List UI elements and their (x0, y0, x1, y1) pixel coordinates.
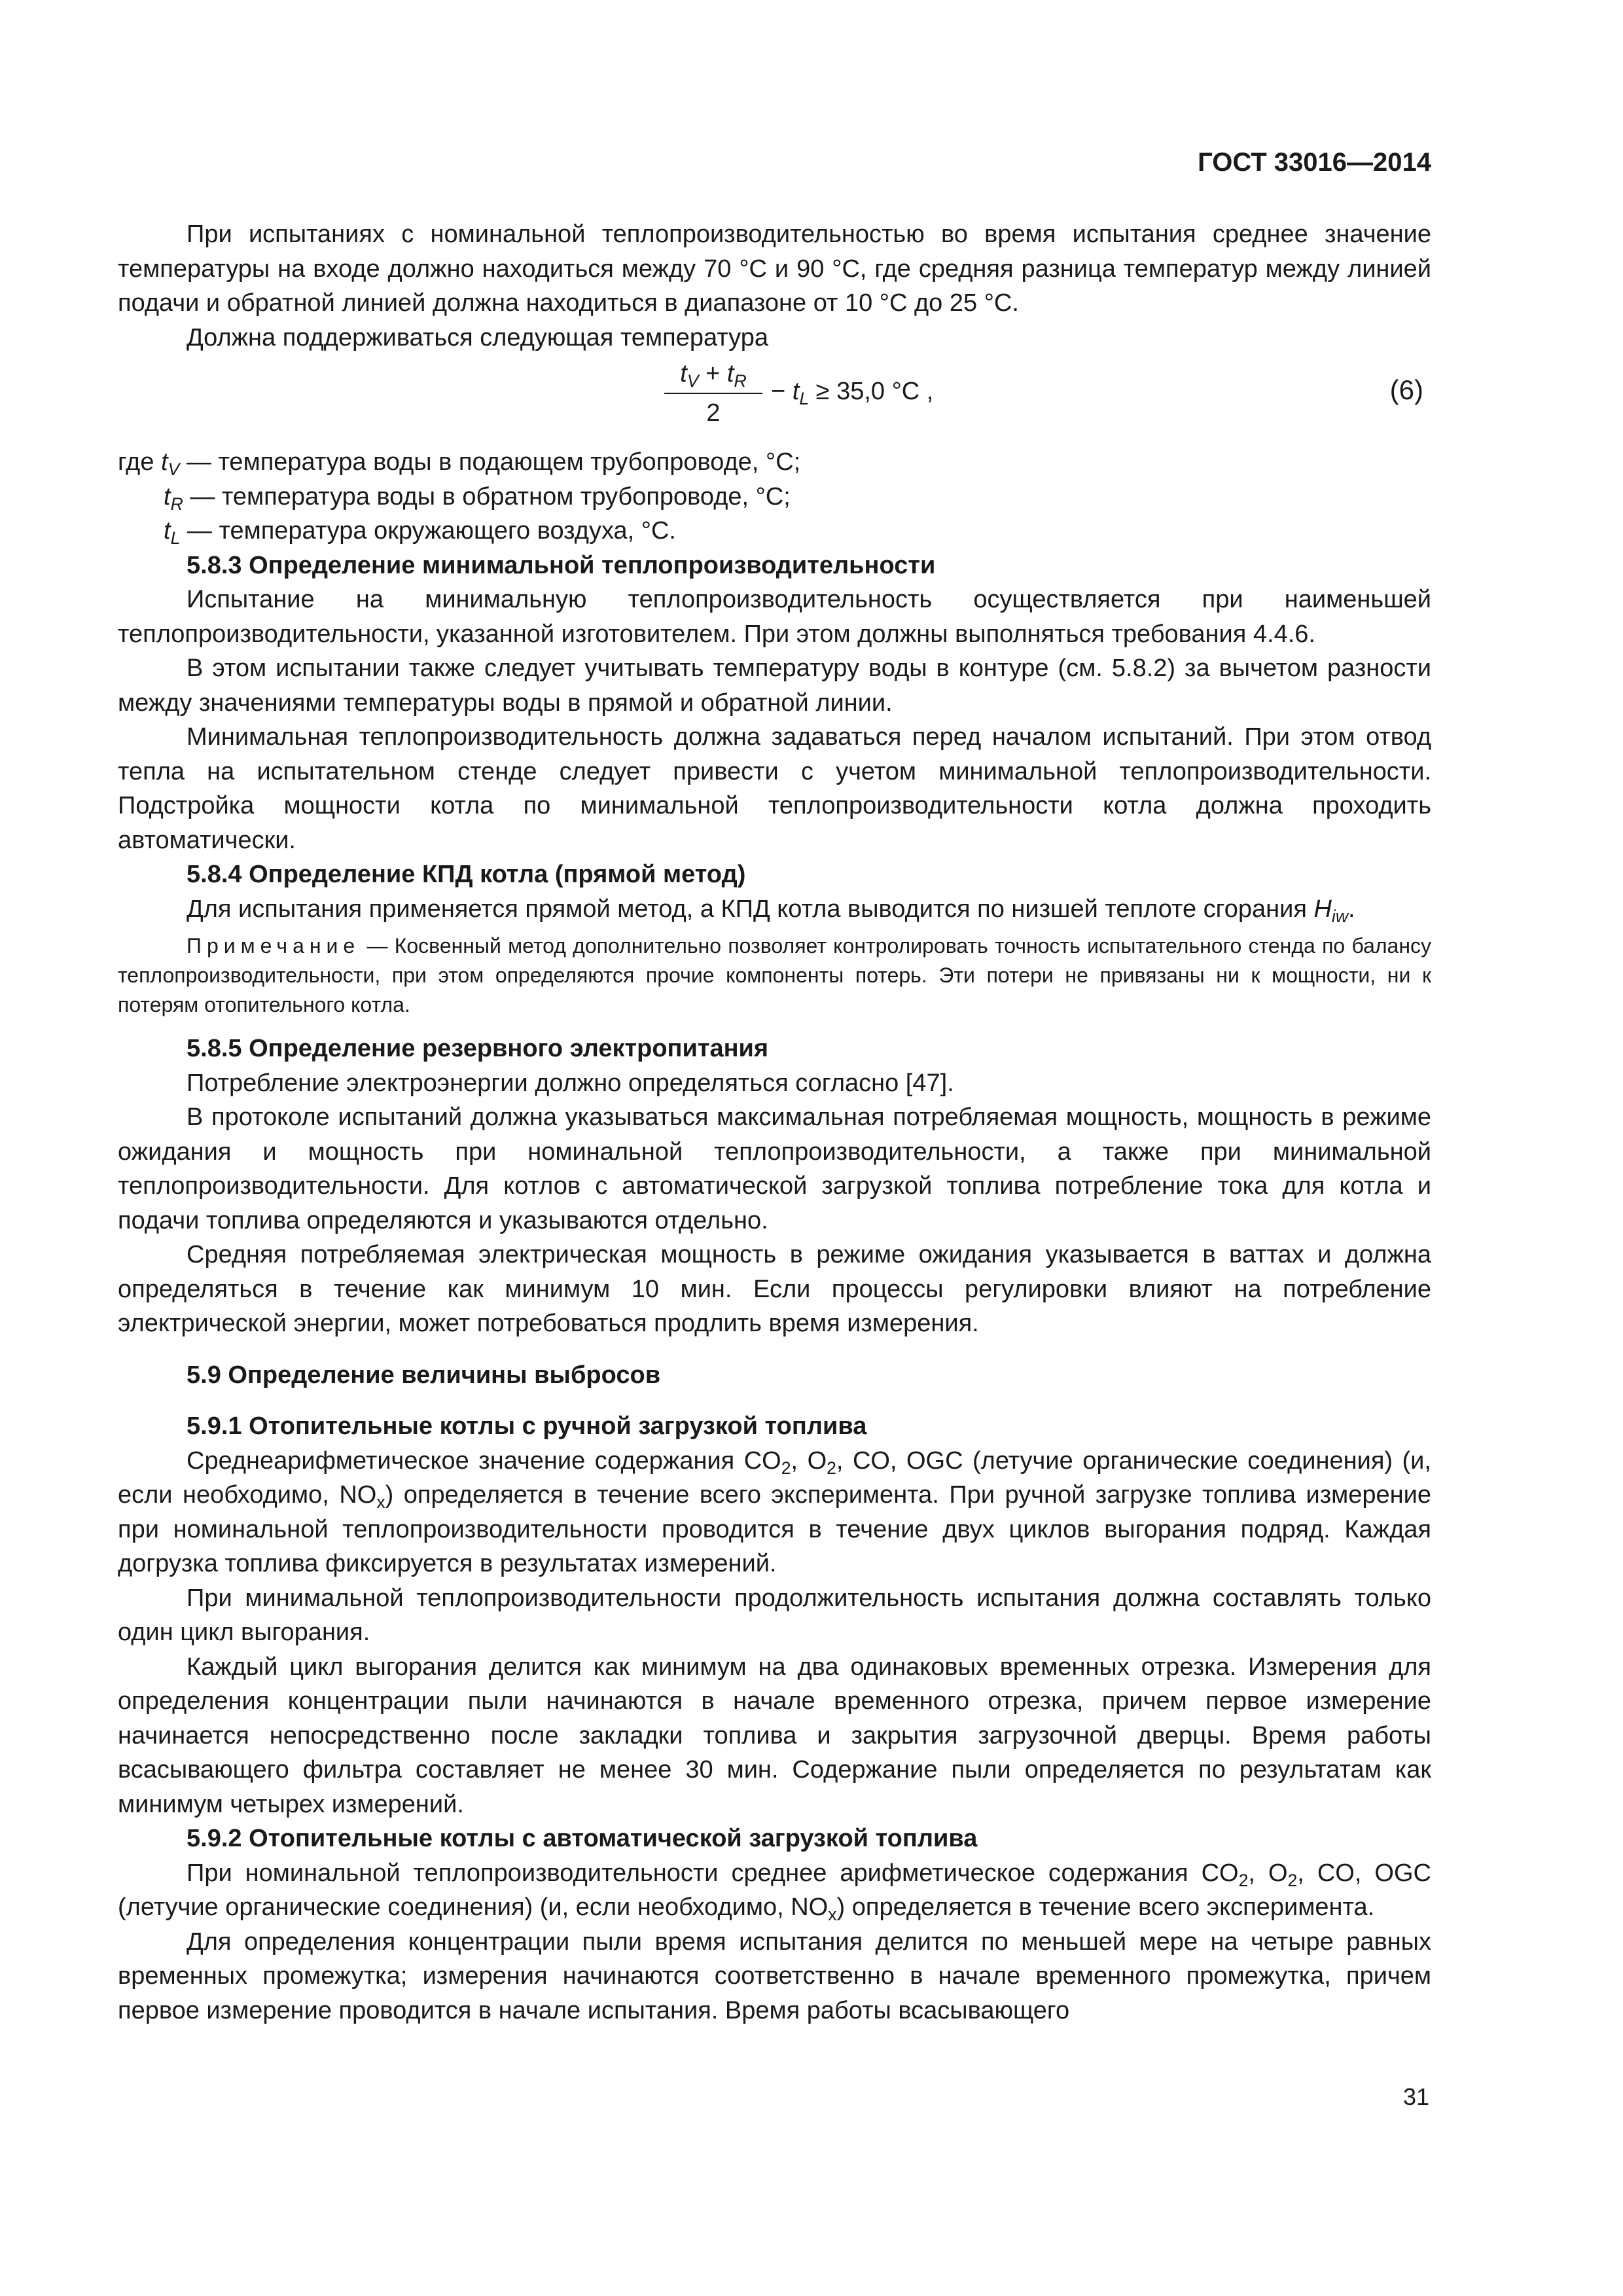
section-heading: 5.9.2 Отопительные котлы с автоматической загрузкой топлива (187, 1825, 978, 1852)
paragraph: Каждый цикл выгорания делится как минимум на два одинаковых временных отрезка. Измерения для определения концентрации пыли начинаются в начале временного отрезка, причем первое измерение начинается непосредственно после закладки топлива и закрытия загрузочной дверцы. Время работы всасывающего фильтра составляет не менее 30 мин. Содержание пыли определяется по результатам как минимум четырех измерений. (118, 1653, 1431, 1818)
page-header: ГОСТ 33016—2014 (1198, 148, 1431, 177)
paragraph: При номинальной теплопроизводительности среднее арифметическое содержания $CO_2$, $O_2$, CO, OGC (летучие органические соединения) (и, если необходимо, $NO_x$) определяется в течение всего эксперимента. (118, 1859, 1431, 1924)
note: Примечание — Косвенный метод дополнительно позволяет контролировать точность испытательного стенда по балансу теплопроизводительности, при этом определяются прочие компоненты потерь. Эти потери не привязаны ни к мощности, ни к потерям отопительного котла. (118, 934, 1431, 1016)
fraction-numerator: $t_V + t_R$ (664, 355, 762, 394)
formula-number: (6) (1389, 374, 1423, 405)
paragraph: Испытание на минимальную теплопроизводительность осуществляется при наименьшей теплопроизводительности, указанной изготовителем. При этом должны выполняться требования 4.4.6. (118, 586, 1431, 648)
paragraph: Должна поддерживаться следующая температура (187, 323, 768, 351)
legend-tr: $t_R$ — температура воды в обратном трубопроводе, °С; (164, 482, 791, 514)
section-heading: 5.8.5 Определение резервного электропитания (187, 1035, 769, 1062)
document-body (118, 217, 1431, 2028)
paragraph: В протоколе испытаний должна указываться максимальная потребляемая мощность, мощность в режиме ожидания и мощность при номинальной теплопроизводительности, а также при минимальной теплопроизводительности. Для котлов с автоматической загрузкой топлива потребление тока для котла и подачи топлива определяются и указываются отдельно. (118, 1103, 1431, 1234)
formula-fraction (664, 355, 762, 432)
section-heading: 5.9 Определение величины выбросов (187, 1361, 661, 1389)
paragraph: В этом испытании также следует учитывать температуру воды в контуре (см. 5.8.2) за вычетом разности между значениями температуры воды в прямой и обратной линии. (118, 655, 1431, 717)
paragraph: Потребление электроэнергии должно определяться согласно [47]. (187, 1069, 954, 1097)
paragraph: При минимальной теплопроизводительности продолжительность испытания должна составлять только один цикл выгорания. (118, 1584, 1431, 1646)
page-number: 31 (1402, 2083, 1429, 2110)
paragraph: Минимальная теплопроизводительность должна задаваться перед началом испытаний. При этом отвод тепла на испытательном стенде следует привести с учетом минимальной теплопроизводительности. Подстройка мощности котла по минимальной теплопроизводительности котла должна проходить автоматически. (118, 723, 1431, 854)
formula-rest: − $t_L \ge 35,0$ °С , (771, 378, 934, 408)
section-heading: 5.9.1 Отопительные котлы с ручной загрузкой топлива (187, 1412, 867, 1440)
fraction-denominator: 2 (706, 399, 721, 427)
paragraph: Средняя потребляемая электрическая мощность в режиме ожидания указывается в ваттах и должна определяться в течение как минимум 10 мин. Если процессы регулировки влияют на потребление электрической энергии, может потребоваться продлить время измерения. (118, 1241, 1431, 1337)
section-heading: 5.8.4 Определение КПД котла (прямой метод) (187, 861, 746, 888)
legend-tv: где $t_V$ — температура воды в подающем трубопроводе, °С; (118, 448, 801, 479)
note-label: Примечание (187, 934, 361, 958)
section-heading: 5.8.3 Определение минимальной теплопроизводительности (187, 551, 936, 579)
formula-6 (118, 355, 1431, 445)
legend-tl: $t_L$ — температура окружающего воздуха, °С. (164, 517, 676, 548)
paragraph: Для определения концентрации пыли время испытания делится по меньшей мере на четыре равных временных промежутка; измерения начинаются соответственно в начале временного промежутка, причем первое измерение проводится в начале испытания. Время работы всасывающего (118, 1928, 1431, 2024)
paragraph: Для испытания применяется прямой метод, а КПД котла выводится по низшей теплоте сгорания $H_{iw}$. (187, 895, 1355, 926)
paragraph: Среднеарифметическое значение содержания $CO_2$, $O_2$, CO, OGC (летучие органические соединения) (и, если необходимо, $NO_x$) определяется в течение всего эксперимента. При ручной загрузке топлива измерение при номинальной теплопроизводительности проводится в течение двух циклов выгорания подряд. Каждая догрузка топлива фиксируется в результатах измерений. (118, 1446, 1431, 1577)
paragraph: При испытаниях с номинальной теплопроизводительностью во время испытания среднее значение температуры на входе должно находиться между 70 °С и 90 °С, где средняя разница температур между линией подачи и обратной линией должна находиться в диапазоне от 10 °С до 25 °С. (118, 221, 1431, 317)
